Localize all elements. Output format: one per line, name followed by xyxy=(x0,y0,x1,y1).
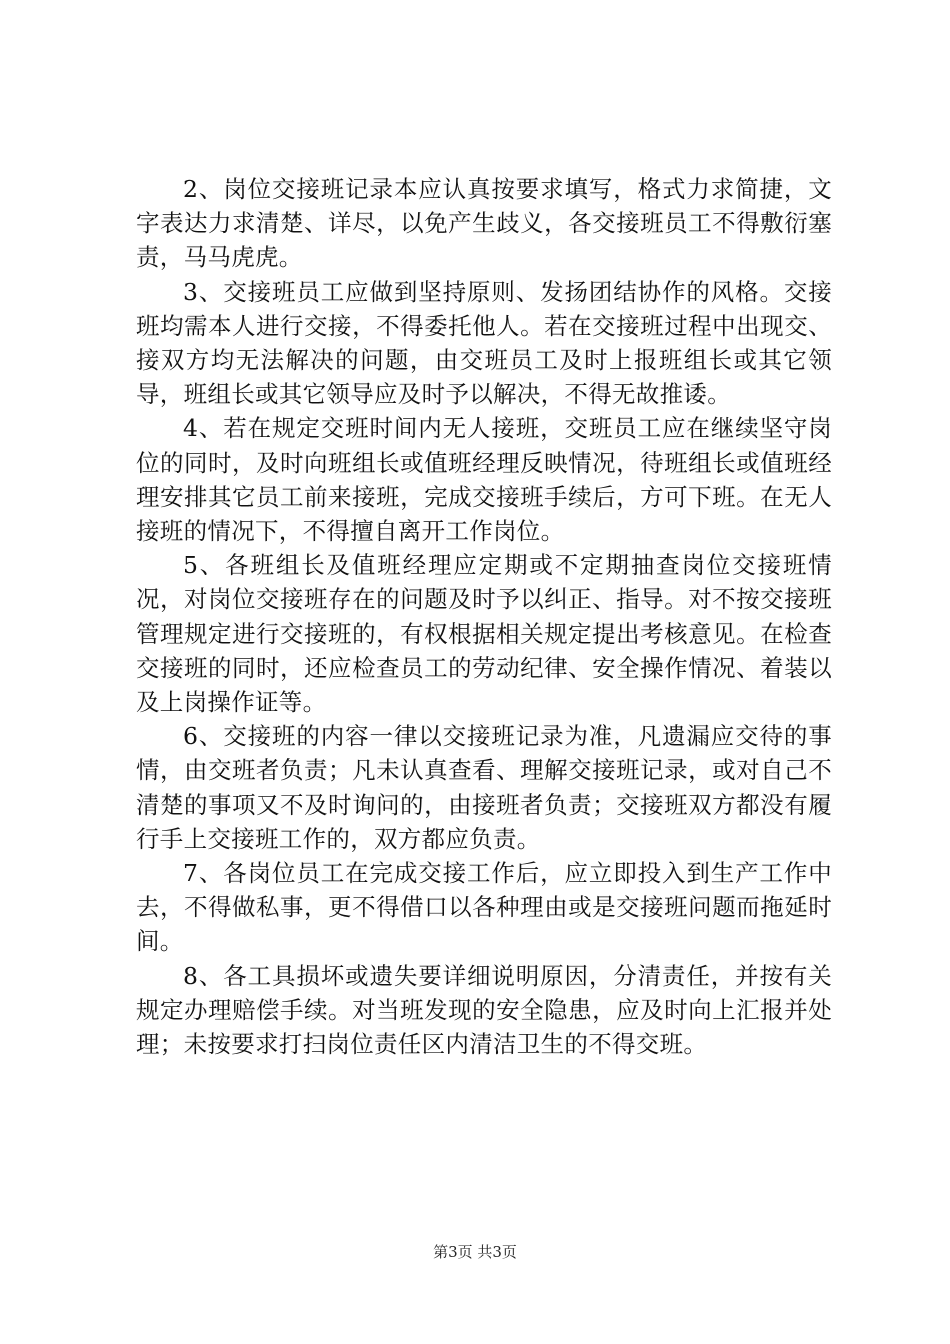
paragraph-item-3: 3、交接班员工应做到坚持原则、发扬团结协作的风格。交接班均需本人进行交接，不得委托他人。若在交接班过程中出现交、接双方均无法解决的问题，由交班员工及时上报班组长或其它领导，班组长或其它领导应及时予以解决，不得无故推诿。 xyxy=(136,277,832,409)
paragraph-item-4: 4、若在规定交班时间内无人接班，交班员工应在继续坚守岗位的同时，及时向班组长或值班经理反映情况，待班组长或值班经理安排其它员工前来接班，完成交接班手续后，方可下班。在无人接班的情况下，不得擅自离开工作岗位。 xyxy=(136,414,832,546)
page-number-footer: 第3页 共3页 xyxy=(433,1243,517,1261)
paragraph-item-5: 5、各班组长及值班经理应定期或不定期抽查岗位交接班情况，对岗位交接班存在的问题及时予以纠正、指导。对不按交接班管理规定进行交接班的，有权根据相关规定提出考核意见。在检查交接班的同时，还应检查员工的劳动纪律、安全操作情况、着装以及上岗操作证等。 xyxy=(136,551,832,717)
document-body xyxy=(136,172,832,1061)
paragraph-item-6: 6、交接班的内容一律以交接班记录为准，凡遗漏应交待的事情，由交班者负责；凡未认真查看、理解交接班记录，或对自己不清楚的事项又不及时询问的，由接班者负责；交接班双方都没有履行手上交接班工作的，双方都应负责。 xyxy=(136,722,832,853)
paragraph-item-2: 2、岗位交接班记录本应认真按要求填写，格式力求简捷，文字表达力求清楚、详尽，以免产生歧义，各交接班员工不得敷衍塞责，马马虎虎。 xyxy=(136,175,832,272)
paragraph-item-7: 7、各岗位员工在完成交接工作后，应立即投入到生产工作中去，不得做私事，更不得借口以各种理由或是交接班问题而拖延时间。 xyxy=(136,859,832,956)
paragraph-item-8: 8、各工具损坏或遗失要详细说明原因，分清责任，并按有关规定办理赔偿手续。对当班发现的安全隐患，应及时向上汇报并处理；未按要求打扫岗位责任区内清洁卫生的不得交班。 xyxy=(136,961,832,1059)
